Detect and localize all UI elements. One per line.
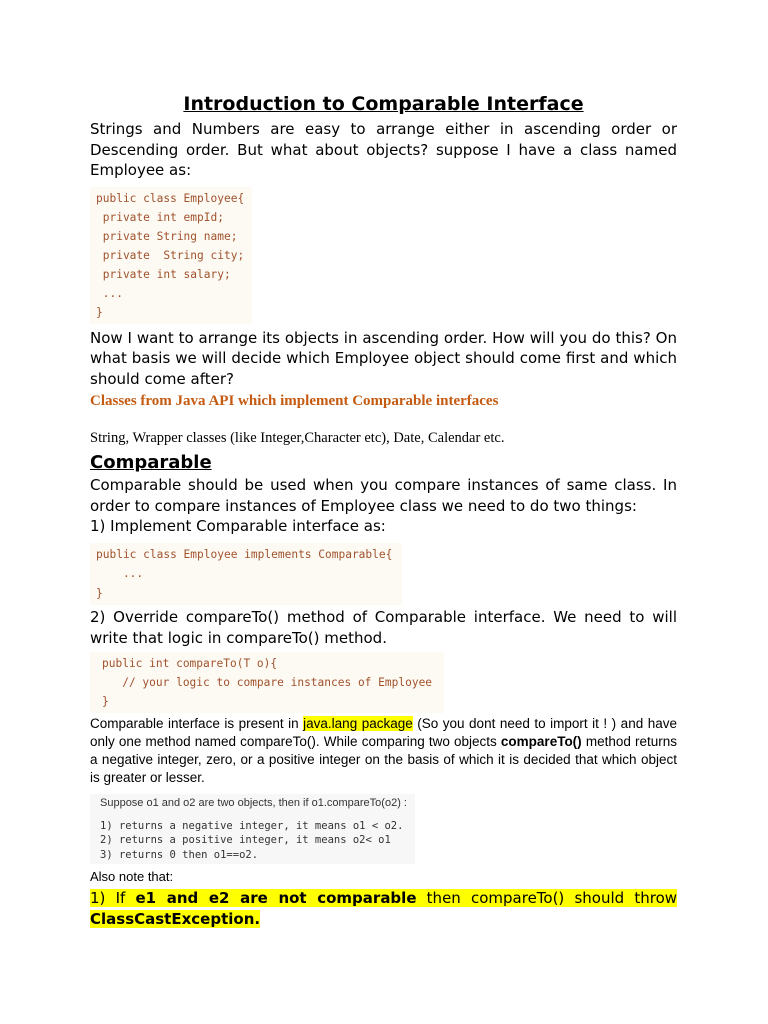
comparable-paragraph: Comparable should be used when you compare instances of same class. In order to compare instances of Employee class we need to do two things:	[90, 476, 677, 515]
compareto-code: public int compareTo(T o){ // your logic to compare instances of Employee }	[90, 652, 444, 713]
return-values-code: 1) returns a negative integer, it means o1 < o2. 2) returns a positive integer, it means o2< o1 3) returns 0 then o1==o2.	[90, 811, 415, 865]
comparable-heading: Comparable	[90, 452, 212, 473]
intro-paragraph: Strings and Numbers are easy to arrange either in ascending order or Descending order. But what about objects? suppose I have a class named Employee as:	[90, 120, 677, 179]
api-class-list: String, Wrapper classes (like Integer,Character etc), Date, Calendar etc.	[90, 430, 505, 446]
step-one: 1) Implement Comparable interface as:	[90, 517, 386, 535]
step-two: 2) Override compareTo() method of Comparable interface. We need to will write that logic in compareTo() method.	[90, 608, 677, 647]
comparable-note-paragraph: Comparable interface is present in java.lang package (So you dont need to import it ! ) and have only one method named compareTo(). While comparing two objects compareTo() method returns a negative integer, zero, or a positive integer on the basis of which it is decided that which object is greater or lesser.	[90, 716, 678, 785]
document-page	[90, 92, 677, 929]
return-values-caption: Suppose o1 and o2 are two objects, then if o1.compareTo(o2) :	[90, 794, 415, 811]
ordering-question-paragraph: Now I want to arrange its objects in ascending order. How will you do this? On what basis we will decide which Employee object should come first and which should come after?	[90, 328, 677, 388]
return-values-box	[90, 791, 677, 864]
page-title: Introduction to Comparable Interface	[183, 93, 584, 115]
employee-class-code: public class Employee{ private int empId; private String name; private String city; private int salary; ... }	[90, 187, 252, 324]
java-lang-highlight: java.lang package	[303, 716, 413, 731]
also-note-label: Also note that:	[90, 869, 174, 884]
classcast-paragraph: 1) If e1 and e2 are not comparable then compareTo() should throw ClassCastException.	[90, 889, 678, 928]
api-heading: Classes from Java API which implement Comparable interfaces	[90, 393, 499, 409]
implements-code: public class Employee implements Comparable{ ... }	[90, 543, 402, 606]
